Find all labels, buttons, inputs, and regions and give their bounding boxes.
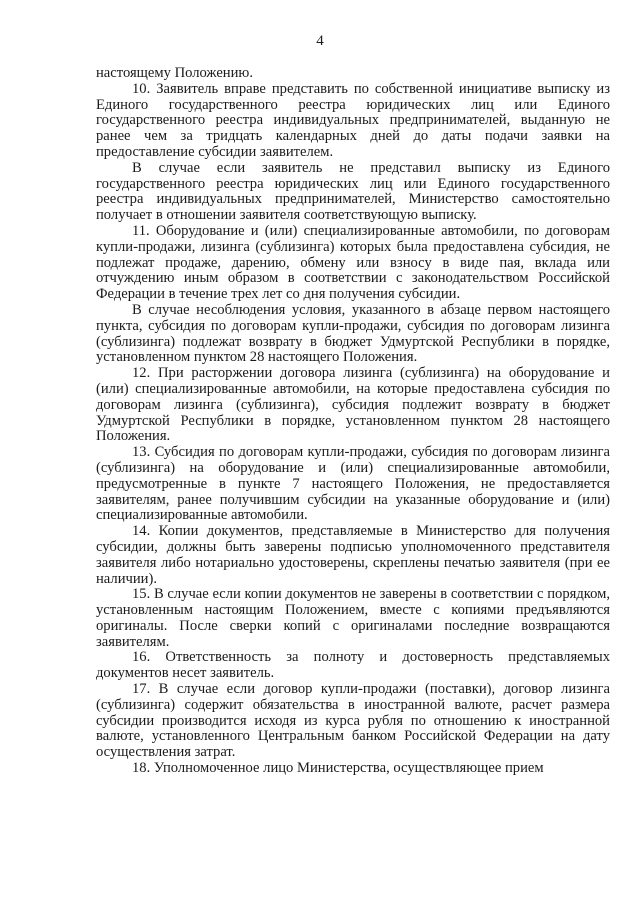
paragraph-item-10-note: В случае если заявитель не представил выписку из Единого государственного реестра юридических лиц или Единого государственного реестра индивидуальных предпринимателей, Министерство самостоятельно получает в отношении заявителя соответствующую выписку. bbox=[96, 159, 610, 224]
paragraph-item-18: 18. Уполномоченное лицо Министерства, осуществляющее прием bbox=[132, 760, 544, 777]
paragraph-item-17: 17. В случае если договор купли-продажи (поставки), договор лизинга (сублизинга) содержит обязательства в иностранной валюте, расчет размера субсидии производится исходя из курса рубля по отношению к иностранной валюте, установленного Центральным банком Российской Федерации на дату осуществления затрат. bbox=[96, 681, 610, 761]
paragraph-item-15: 15. В случае если копии документов не заверены в соответствии с порядком, установленным настоящим Положением, вместе с копиями предъявляются оригиналы. После сверки копий с оригиналами последние возвращаются заявителям. bbox=[96, 586, 610, 650]
paragraph-item-11: 11. Оборудование и (или) специализированные автомобили, по договорам купли-продажи, лизинга (сублизинга) которых была предоставлена субсидия, не подлежат продаже, дарению, обмену или взносу в виде пая, вклада или отчуждению иным образом в соответствии с законодательством Российской Федерации в течение трех лет со дня получения субсидии. bbox=[96, 222, 610, 303]
paragraph-item-16: 16. Ответственность за полноту и достоверность представляемых документов несет заявитель. bbox=[96, 649, 610, 682]
paragraph-item-14: 14. Копии документов, представляемые в Министерство для получения субсидии, должны быть заверены подписью уполномоченного представителя заявителя либо нотариально удостоверены, скреплены печатью заявителя (при ее наличии). bbox=[96, 523, 610, 587]
page-number: 4 bbox=[316, 33, 324, 49]
paragraph-item-12: 12. При расторжении договора лизинга (сублизинга) на оборудование и (или) специализированные автомобили, на которые предоставлена субсидия по договорам лизинга (сублизинга), субсидия подлежит возврату в бюджет Удмуртской Республики в порядке, установленном пунктом 28 настоящего Положения. bbox=[96, 365, 610, 445]
paragraph-item-10: 10. Заявитель вправе представить по собственной инициативе выписку из Единого государственного реестра юридических лиц или Единого государственного реестра индивидуальных предпринимателей, выданную не ранее чем за тридцать календарных дней до даты подачи заявки на предоставление субсидии заявителем. bbox=[96, 80, 610, 160]
paragraph-item-11-note: В случае несоблюдения условия, указанного в абзаце первом настоящего пункта, субсидия по договорам купли-продажи, субсидия по договорам лизинга (сублизинга) подлежат возврату в бюджет Удмуртской Республики в порядке, установленном пунктом 28 настоящего Положения. bbox=[96, 301, 610, 366]
paragraph-continuation: настоящему Положению. bbox=[96, 65, 253, 81]
document-body bbox=[96, 66, 610, 777]
paragraph-item-13: 13. Субсидия по договорам купли-продажи, субсидия по договорам лизинга (сублизинга) на оборудование и (или) специализированные автомобили, предусмотренные в пункте 7 настоящего Положения, не предоставляется заявителям, ранее получившим субсидии на указанные оборудование и (или) специализированные автомобили. bbox=[96, 444, 610, 524]
